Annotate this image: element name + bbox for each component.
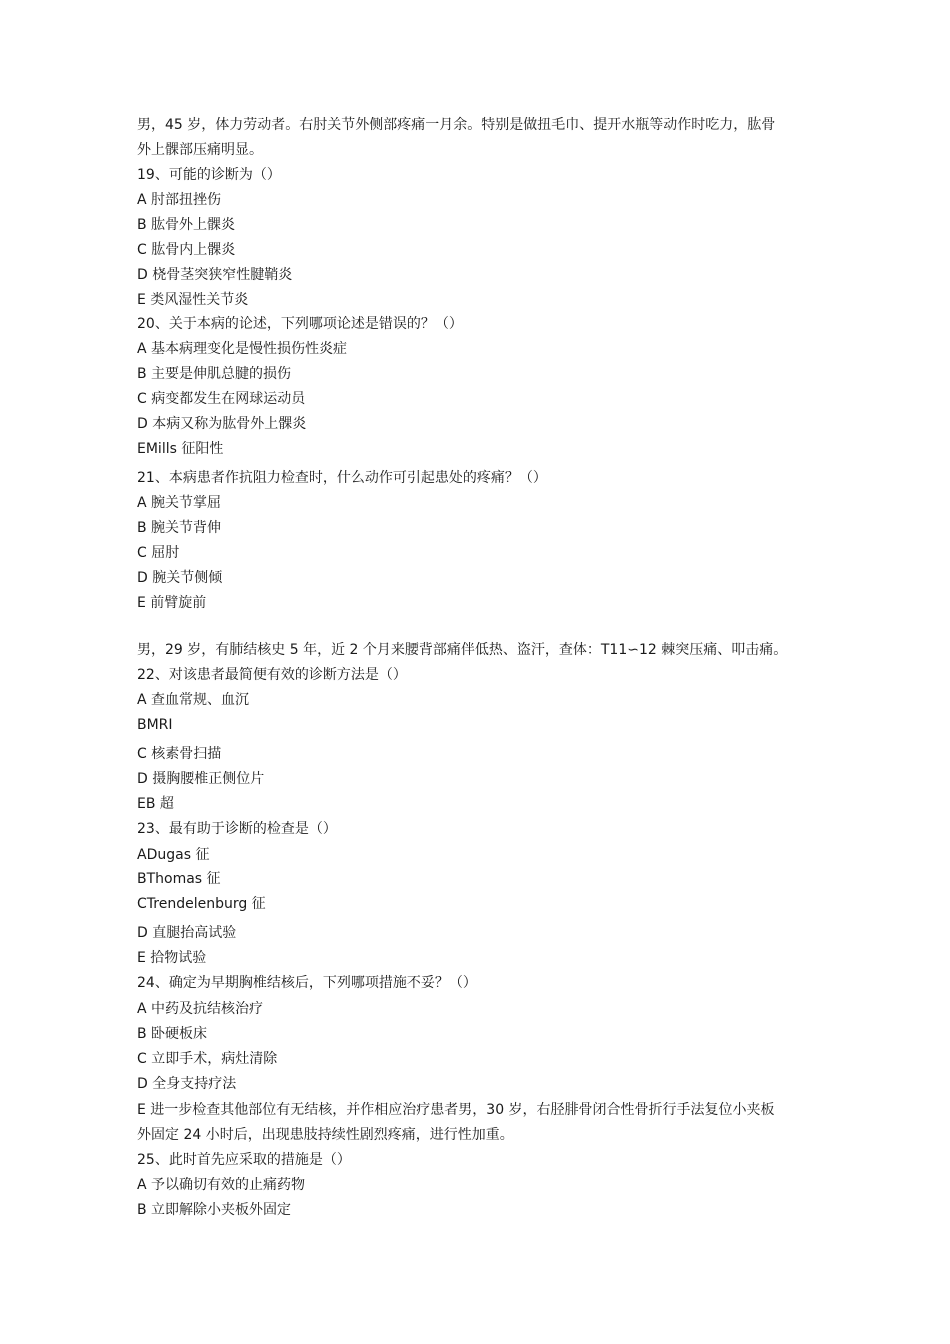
q24-option-e-and-case-3-line-1: E 进一步检查其他部位有无结核，并作相应治疗患者男，30 岁，右胫腓骨闭合性骨折行手法复位小夹板 <box>137 1102 775 1118</box>
q20-option-a: A 基本病理变化是慢性损伤性炎症 <box>137 341 348 357</box>
question-19: 19、可能的诊断为（） <box>137 167 281 183</box>
q20-option-d: D 本病又称为肱骨外上髁炎 <box>137 416 307 432</box>
question-25: 25、此时首先应采取的措施是（） <box>137 1152 351 1168</box>
q24-option-c: C 立即手术，病灶清除 <box>137 1051 278 1067</box>
question-20: 20、关于本病的论述，下列哪项论述是错误的？（） <box>137 316 463 332</box>
case-1-text-line-2: 外上髁部压痛明显。 <box>137 142 263 158</box>
q24-option-d: D 全身支持疗法 <box>137 1076 237 1092</box>
question-21: 21、本病患者作抗阻力检查时，什么动作可引起患处的疼痛？（） <box>137 470 547 486</box>
q25-option-a: A 予以确切有效的止痛药物 <box>137 1177 306 1193</box>
q23-option-b: BThomas 征 <box>137 871 221 887</box>
case-1-text-line-1: 男，45 岁，体力劳动者。右肘关节外侧部疼痛一月余。特别是做扭毛巾、提开水瓶等动作时吃力，肱骨 <box>137 117 776 133</box>
question-23: 23、最有助于诊断的检查是（） <box>137 821 337 837</box>
q23-option-c: CTrendelenburg 征 <box>137 896 266 912</box>
q20-option-c: C 病变都发生在网球运动员 <box>137 391 306 407</box>
question-24: 24、确定为早期胸椎结核后，下列哪项措施不妥？（） <box>137 975 477 991</box>
q20-option-e: EMills 征阳性 <box>137 441 224 457</box>
q19-option-b: B 肱骨外上髁炎 <box>137 217 236 233</box>
q19-option-d: D 桡骨茎突狭窄性腱鞘炎 <box>137 267 293 283</box>
q22-option-c: C 核素骨扫描 <box>137 746 222 762</box>
q20-option-b: B 主要是伸肌总腱的损伤 <box>137 366 292 382</box>
q21-option-c: C 屈肘 <box>137 545 180 561</box>
q24-option-a: A 中药及抗结核治疗 <box>137 1001 264 1017</box>
case-2-text: 男，29 岁，有肺结核史 5 年，近 2 个月来腰背部痛伴低热、盗汗，查体：T11∽12 棘突压痛、叩击痛。 <box>137 642 788 658</box>
q19-option-a: A 肘部扭挫伤 <box>137 192 222 208</box>
q22-option-e: EB 超 <box>137 796 174 812</box>
q21-option-e: E 前臂旋前 <box>137 595 207 611</box>
question-22: 22、对该患者最简便有效的诊断方法是（） <box>137 667 407 683</box>
q22-option-d: D 摄胸腰椎正侧位片 <box>137 771 265 787</box>
q21-option-d: D 腕关节侧倾 <box>137 570 223 586</box>
q23-option-e: E 拾物试验 <box>137 950 207 966</box>
q23-option-d: D 直腿抬高试验 <box>137 925 237 941</box>
q21-option-b: B 腕关节背伸 <box>137 520 222 536</box>
q24-option-b: B 卧硬板床 <box>137 1026 208 1042</box>
q19-option-e: E 类风湿性关节炎 <box>137 292 249 308</box>
q22-option-a: A 查血常规、血沉 <box>137 692 250 708</box>
q25-option-b: B 立即解除小夹板外固定 <box>137 1202 292 1218</box>
q21-option-a: A 腕关节掌屈 <box>137 495 222 511</box>
q23-option-a: ADugas 征 <box>137 847 210 863</box>
q22-option-b: BMRI <box>137 717 173 733</box>
case-3-text-line-2: 外固定 24 小时后，出现患肢持续性剧烈疼痛，进行性加重。 <box>137 1127 514 1143</box>
q19-option-c: C 肱骨内上髁炎 <box>137 242 236 258</box>
